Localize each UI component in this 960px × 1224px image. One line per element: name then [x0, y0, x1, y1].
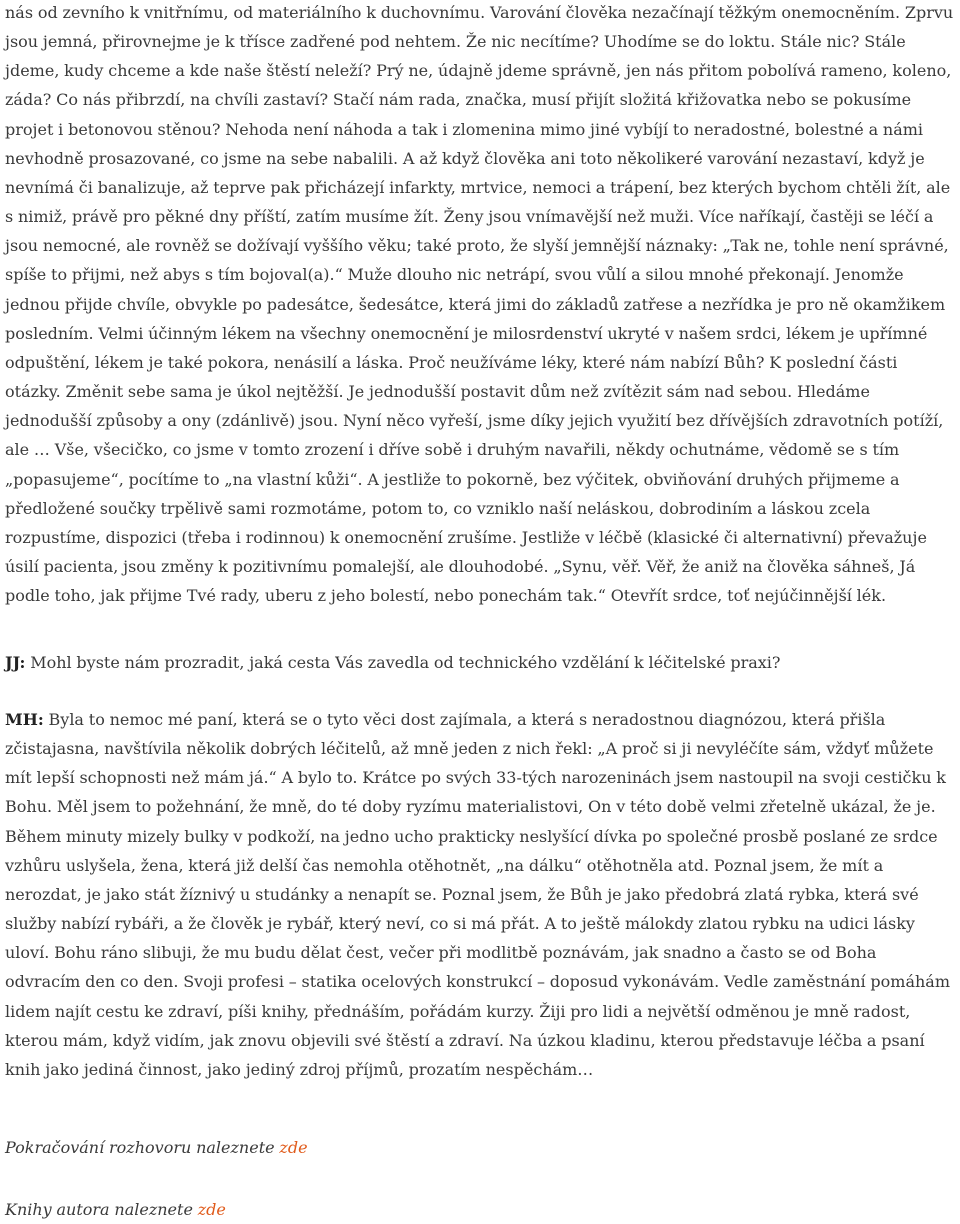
article-body-paragraph: nás od zevního k vnitřnímu, od materiálního k duchovnímu. Varování člověka nezačínají těžkým onemocněním. Zprvu jsou jemná, přirovnejme je k třísce zadřené pod nehtem. Že nic necítíme? Uhodíme se do loktu. Stále nic? Stále jdeme, kudy chceme a kde naše štěstí neleží? Prý ne, údajně jdeme správně, jen nás přitom pobolívá rameno, koleno, záda? Co nás přibrzdí, na chvíli zastaví? Stačí nám rada, značka, musí přijít složitá křižovatka nebo se pokusíme projet i betonovou stěnou? Nehoda není náhoda a tak i zlomenina mimo jiné vybíjí to neradostné, bolestné a námi nevhodně prosazované, co jsme na sebe nabalili. A až když člověka ani toto několikeré varování nezastaví, když je nevnímá či banalizuje, až teprve pak přicházejí infarkty, mrtvice, nemoci a trápení, bez kterých bychom chtěli žít, ale s nimiž, právě pro pěkné dny příští, zatím musíme žít. Ženy jsou vnímavější než muži. Více naříkají, častěji se léčí a jsou nemocné, ale rovněž se dožívají vyššího věku; také proto, že slyší jemnější náznaky: „Tak ne, tohle není správné, spíše to přijmi, než abys s tím bojoval(a).“ Muže dlouho nic netrápí, svou vůlí a silou mnohé překonají. Jenomže jednou přijde chvíle, obvykle po padesátce, šedesátce, která jimi do základů zatřese a nezřídka je pro ně okamžikem posledním. Velmi účinným lékem na všechny onemocnění je milosrdenství ukryté v našem srdci, lékem je upřímné odpuštění, lékem je také pokora, nenásilí a láska. Proč neužíváme léky, které nám nabízí Bůh? K poslední části otázky. Změnit sebe sama je úkol nejtěžší. Je jednodušší postavit dům než zvítězit sám nad sebou. Hledáme jednodušší způsoby a ony (zdánlivě) jsou. Nyní něco vyřeší, jsme díky jejich využití bez dřívějších zdravotních potíží, ale … Vše, všecičko, co jsme v tomto zrození i dříve sobě i druhým navařili, někdy ochutnáme, vědomě se s tím „popasujeme“, pocítíme to „na vlastní kůži“. A jestliže to pokorně, bez výčitek, obviňování druhých přijmeme a předložené součky trpělivě sami rozmotáme, potom to, co vzniklo naší neláskou, dobrodiním a láskou zcela rozpustíme, dispozici (třeba i rodinnou) k onemocnění zrušíme. Jestliže v léčbě (klasické či alternativní) převažuje úsilí pacienta, jsou změny k pozitivnímu pomalejší, ale dlouhodobé. „Synu, věř. Věř, že aniž na člověka sáhneš, Já podle toho, jak přijme Tvé rady, uberu z jeho bolestí, nebo ponechám tak.“ Otevřít srdce, toť nejúčinnější lék. — [5, 3, 954, 606]
books-note — [5, 1195, 956, 1224]
interview-question — [5, 648, 956, 677]
continuation-text: Pokračování rozhovoru naleznete — [5, 1138, 280, 1157]
continuation-note — [5, 1133, 956, 1162]
continuation-link[interactable]: zde — [279, 1138, 308, 1157]
books-text: Knihy autora naleznete — [5, 1200, 198, 1219]
interview-answer — [5, 705, 956, 1084]
question-text: Mohl byste nám prozradit, jaká cesta Vás zavedla od technického vzdělání k léčitelské praxi? — [25, 653, 781, 672]
books-link[interactable]: zde — [197, 1200, 226, 1219]
answer-speaker-label: MH: — [5, 710, 44, 729]
question-speaker-label: JJ: — [5, 653, 26, 672]
answer-text: Byla to nemoc mé paní, která se o tyto věci dost zajímala, a která s neradostnou diagnózou, která přišla zčistajasna, navštívila několik dobrých léčitelů, až mně jeden z nich řekl: „A proč si ji nevyléčíte sám, vždyť můžete mít lepší schopnosti než mám já.“ A bylo to. Krátce po svých 33-tých narozeninách jsem nastoupil na svoji cestičku k Bohu. Měl jsem to požehnání, že mně, do té doby ryzímu materialistovi, On v této době velmi zřetelně ukázal, že je. Během minuty mizely bulky v podkoží, na jedno ucho prakticky neslyšící dívka po společné prosbě poslané ze srdce vzhůru uslyšela, žena, která již delší čas nemohla otěhotnět, „na dálku“ otěhotněla atd. Poznal jsem, že mít a nerozdat, je jako stát žíznivý u studánky a nenapít se. Poznal jsem, že Bůh je jako předobrá zlatá rybka, která své služby nabízí rybáři, a že člověk je rybář, který neví, co si má přát. A to ještě málokdy zlatou rybku na udici lásky uloví. Bohu ráno slibuji, že mu budu dělat čest, večer při modlitbě poznávám, jak snadno a často se od Boha odvracím den co den. Svoji profesi – statika ocelových konstrukcí – doposud vykonávám. Vedle zaměstnání pomáhám lidem najít cestu ke zdraví, píši knihy, přednáším, pořádám kurzy. Žiji pro lidi a největší odměnou je mně radost, kterou mám, když vidím, jak znovu objevili své štěstí a zdraví. Na úzkou kladinu, kterou představuje léčba a psaní knih jako jediná činnost, jako jediný zdroj příjmů, prozatím nespěchám… — [5, 710, 951, 1079]
